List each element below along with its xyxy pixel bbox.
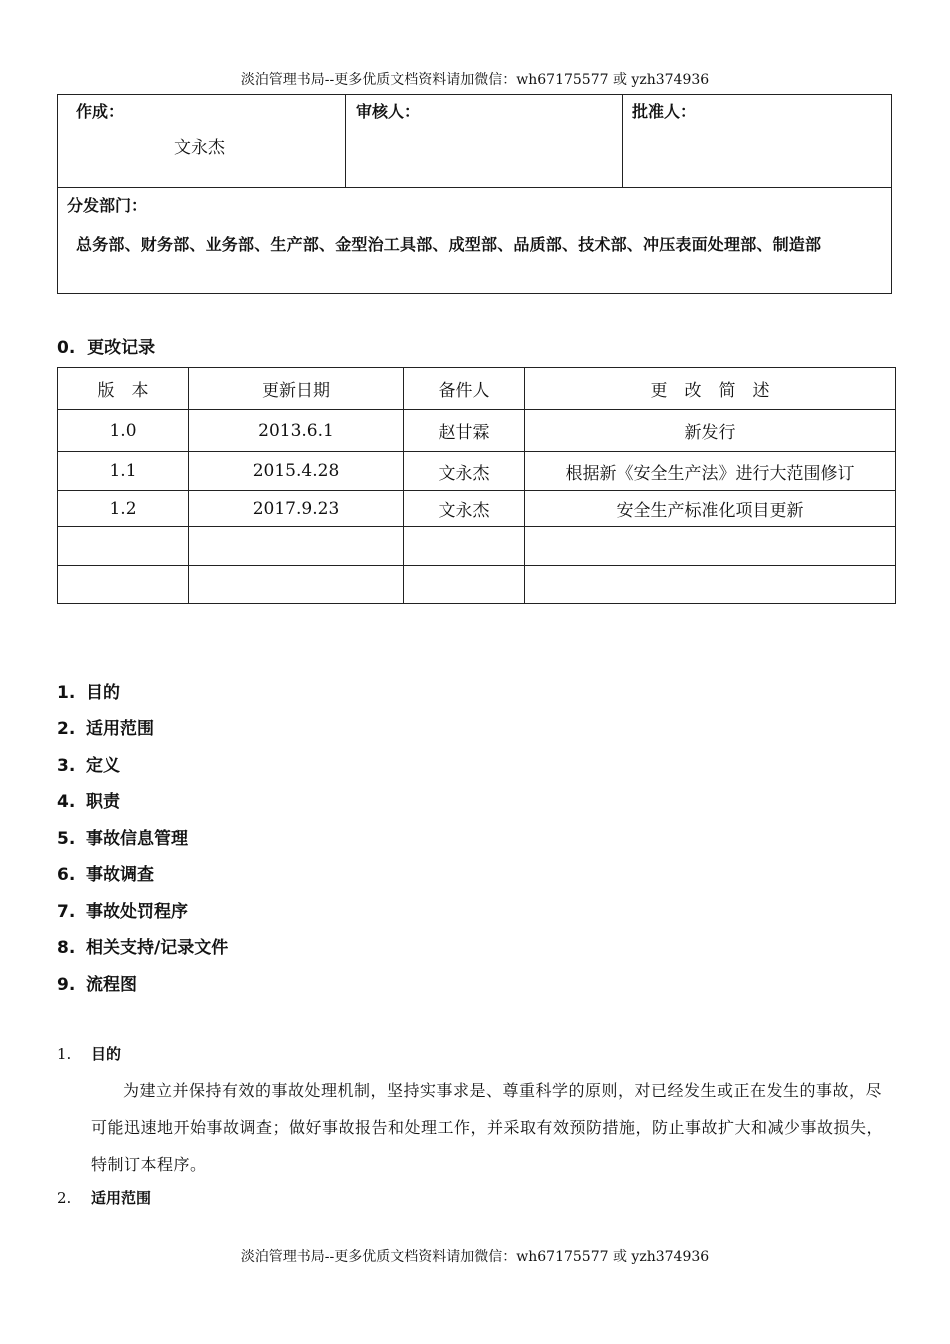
toc-item (57, 897, 188, 922)
cell-version (58, 527, 189, 566)
reviewer-cell (346, 95, 623, 187)
toc-label: 事故调查 (86, 865, 154, 885)
page-footer: 淡泊管理书局--更多优质文档资料请加微信：wh67175577 或 yzh374936 (240, 1249, 710, 1265)
cell-author (404, 527, 525, 566)
cell-author: 文永杰 (404, 491, 525, 527)
toc-num: 5. (57, 829, 76, 849)
cell-author: 赵甘霖 (404, 410, 525, 452)
cell-description: 新发行 (525, 410, 896, 452)
cell-author (404, 566, 525, 604)
toc-num: 2. (57, 719, 76, 739)
toc-item (57, 678, 120, 703)
revision-header-row (58, 368, 896, 410)
author-label: 作成： (76, 102, 125, 121)
approver-label: 批准人： (632, 102, 697, 121)
header-version: 版 本 (58, 368, 189, 410)
distribution-text: 总务部、财务部、业务部、生产部、金型治工具部、成型部、品质部、技术部、冲压表面处理部、制造部 (76, 235, 822, 254)
toc-num: 4. (57, 792, 76, 812)
cell-description (525, 566, 896, 604)
toc-item (57, 933, 228, 958)
toc-label: 适用范围 (86, 719, 154, 739)
distribution-label: 分发部门： (67, 196, 148, 215)
page-header: 淡泊管理书局--更多优质文档资料请加微信：wh67175577 或 yzh374936 (240, 72, 710, 88)
toc-label: 职责 (86, 792, 120, 812)
section-1-heading (57, 1043, 121, 1064)
cell-version: 1.1 (58, 452, 189, 491)
table-row (58, 527, 896, 566)
distribution-cell (58, 187, 891, 294)
section-title: 适用范围 (91, 1189, 152, 1207)
toc-num: 9. (57, 975, 76, 995)
cell-date: 2013.6.1 (189, 410, 404, 452)
toc-item (57, 970, 137, 995)
revision-title (57, 333, 155, 358)
section-num: 1. (57, 1045, 72, 1063)
toc-label: 事故信息管理 (86, 829, 188, 849)
toc-label: 目的 (86, 683, 120, 703)
revision-title-num: 0. (57, 338, 76, 358)
toc-label: 事故处罚程序 (86, 902, 188, 922)
section-num: 2. (57, 1189, 72, 1207)
table-row (58, 566, 896, 604)
toc-label: 相关支持/记录文件 (86, 938, 229, 958)
cell-description: 根据新《安全生产法》进行大范围修订 (525, 452, 896, 491)
header-author: 备件人 (404, 368, 525, 410)
author-cell (58, 95, 346, 187)
toc-item (57, 860, 154, 885)
toc-label: 流程图 (86, 975, 137, 995)
cell-date (189, 527, 404, 566)
cell-date: 2017.9.23 (189, 491, 404, 527)
toc-num: 3. (57, 756, 76, 776)
cell-version: 1.2 (58, 491, 189, 527)
cell-date (189, 566, 404, 604)
toc-item (57, 714, 154, 739)
section-2-heading (57, 1187, 151, 1208)
approver-cell (623, 95, 893, 187)
cell-author: 文永杰 (404, 452, 525, 491)
header-description: 更 改 简 述 (525, 368, 896, 410)
cell-date: 2015.4.28 (189, 452, 404, 491)
toc-item (57, 824, 188, 849)
toc-num: 1. (57, 683, 76, 703)
cell-version (58, 566, 189, 604)
author-name: 文永杰 (174, 138, 225, 158)
header-date: 更新日期 (189, 368, 404, 410)
cell-version: 1.0 (58, 410, 189, 452)
toc-item (57, 787, 120, 812)
reviewer-label: 审核人： (356, 102, 421, 121)
cell-description (525, 527, 896, 566)
toc-item (57, 751, 120, 776)
signoff-box (57, 94, 892, 294)
revision-table (57, 367, 896, 604)
toc-label: 定义 (86, 756, 120, 776)
toc-num: 8. (57, 938, 76, 958)
toc-num: 6. (57, 865, 76, 885)
toc-num: 7. (57, 902, 76, 922)
section-title: 目的 (91, 1045, 122, 1063)
cell-description: 安全生产标准化项目更新 (525, 491, 896, 527)
table-row (58, 452, 896, 491)
revision-title-text: 更改记录 (87, 338, 156, 358)
table-row (58, 491, 896, 527)
table-row (58, 410, 896, 452)
section-1-body: 为建立并保持有效的事故处理机制，坚持实事求是、尊重科学的原则，对已经发生或正在发生的事故，尽可能迅速地开始事故调查；做好事故报告和处理工作，并采取有效预防措施，防止事故扩大和减少事故损失，特制订本程序。 (91, 1081, 884, 1174)
